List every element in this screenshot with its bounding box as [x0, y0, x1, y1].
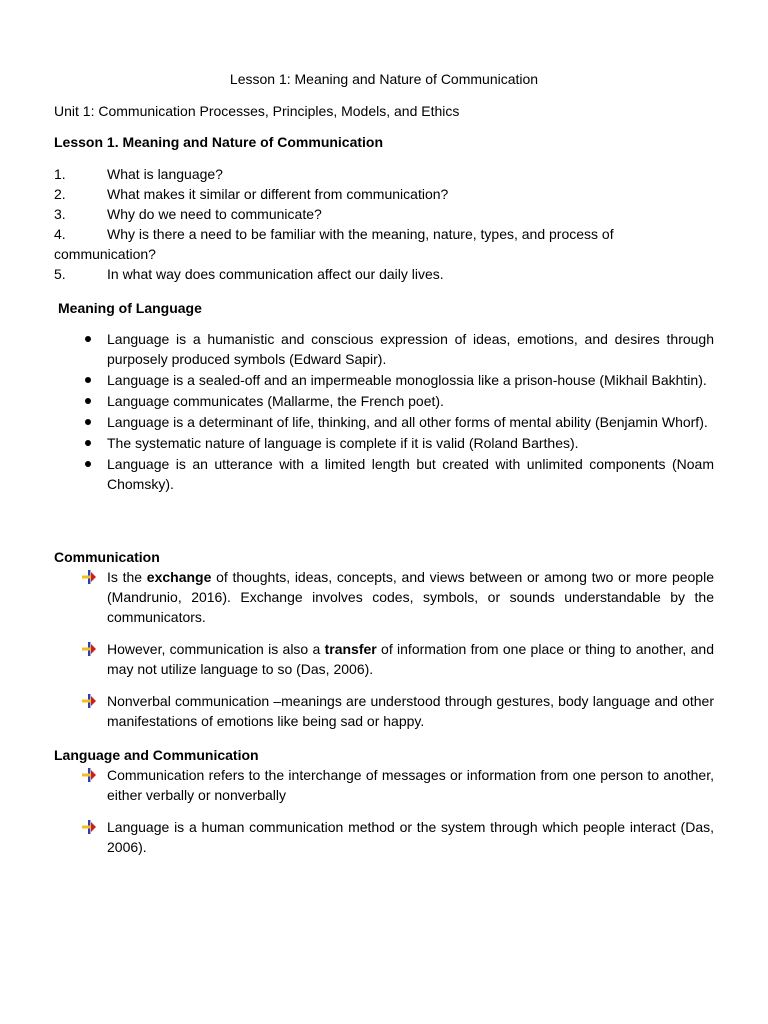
list-item — [54, 370, 714, 390]
list-item-text: Language is an utterance with a limited length but created with unlimited components (Noam Chomsky). — [107, 456, 714, 492]
list-item — [54, 454, 714, 494]
question-text: What is language? — [107, 166, 223, 182]
list-item-text: However, communication is also a — [107, 641, 325, 657]
question-text: What makes it similar or different from communication? — [107, 186, 449, 202]
header-title: Lesson 1: Meaning and Nature of Communication — [229, 71, 539, 87]
list-item — [54, 817, 714, 857]
list-item-text: Is the — [107, 569, 147, 585]
bullet-dot-icon — [85, 398, 91, 404]
question-list — [54, 164, 714, 284]
list-item-text: Language is a human communication method or the system through which people interact (Das, 2006). — [107, 819, 714, 855]
list-item — [54, 691, 714, 731]
emphasis-term: transfer — [324, 641, 377, 657]
bullet-dot-icon — [85, 440, 91, 446]
list-item-text: of information from one place or thing to another, and may not utilize language to so (Das, 2006). — [107, 641, 714, 677]
bullet-dot-icon — [85, 461, 91, 467]
meaning-heading: Meaning of Language — [58, 300, 202, 316]
list-item-text: Language communicates (Mallarme, the French poet). — [107, 393, 444, 409]
arrow-bullet-icon — [82, 570, 96, 584]
list-item-text: The systematic nature of language is complete if it is valid (Roland Barthes). — [107, 435, 579, 451]
list-item — [54, 412, 714, 432]
communication-list — [54, 567, 714, 731]
question-item — [54, 164, 714, 184]
list-item-text: Language is a humanistic and conscious expression of ideas, emotions, and desires through purposely produced symbols (Edward Sapir). — [107, 331, 714, 367]
list-item-text: Nonverbal communication –meanings are understood through gestures, body language and other manifestations of emotions like being sad or happy. — [107, 693, 714, 729]
bullet-dot-icon — [85, 377, 91, 383]
emphasis-term: exchange — [146, 569, 212, 585]
list-item — [54, 433, 714, 453]
list-item — [54, 639, 714, 679]
meaning-list — [54, 329, 714, 495]
question-continuation: communication? — [54, 246, 156, 262]
unit-title: Unit 1: Communication Processes, Principles, Models, and Ethics — [54, 103, 460, 119]
list-item — [54, 567, 714, 627]
question-item — [54, 264, 714, 284]
arrow-bullet-icon — [82, 820, 96, 834]
list-item-text: Language is a determinant of life, thinking, and all other forms of mental ability (Benjamin Whorf). — [107, 414, 708, 430]
question-number: 5. — [54, 266, 66, 282]
question-item — [54, 224, 714, 244]
question-number: 4. — [54, 226, 66, 242]
list-item-text: Language is a sealed-off and an impermeable monoglossia like a prison-house (Mikhail Bakhtin). — [107, 372, 707, 388]
arrow-bullet-icon — [82, 642, 96, 656]
question-number: 1. — [54, 166, 66, 182]
bullet-dot-icon — [85, 419, 91, 425]
list-item — [54, 765, 714, 805]
question-text: In what way does communication affect our daily lives. — [107, 266, 444, 282]
communication-heading: Communication — [54, 549, 160, 565]
list-item — [54, 329, 714, 369]
question-number: 3. — [54, 206, 66, 222]
arrow-bullet-icon — [82, 768, 96, 782]
question-text: Why is there a need to be familiar with the meaning, nature, types, and process of — [107, 226, 614, 242]
question-item — [54, 184, 714, 204]
lesson-heading: Lesson 1. Meaning and Nature of Communication — [54, 134, 384, 150]
question-item — [54, 204, 714, 224]
list-item — [54, 391, 714, 411]
list-item-text: of thoughts, ideas, concepts, and views between or among two or more people (Mandrunio, 2016). Exchange involves codes, symbols, or sounds understandable by the communicators. — [107, 569, 714, 625]
question-text: Why do we need to communicate? — [107, 206, 322, 222]
lang-comm-list — [54, 765, 714, 857]
question-number: 2. — [54, 186, 66, 202]
bullet-dot-icon — [85, 336, 91, 342]
arrow-bullet-icon — [82, 694, 96, 708]
lang-comm-heading: Language and Communication — [54, 747, 259, 763]
list-item-text: Communication refers to the interchange of messages or information from one person to another, either verbally or nonverbally — [107, 767, 714, 803]
